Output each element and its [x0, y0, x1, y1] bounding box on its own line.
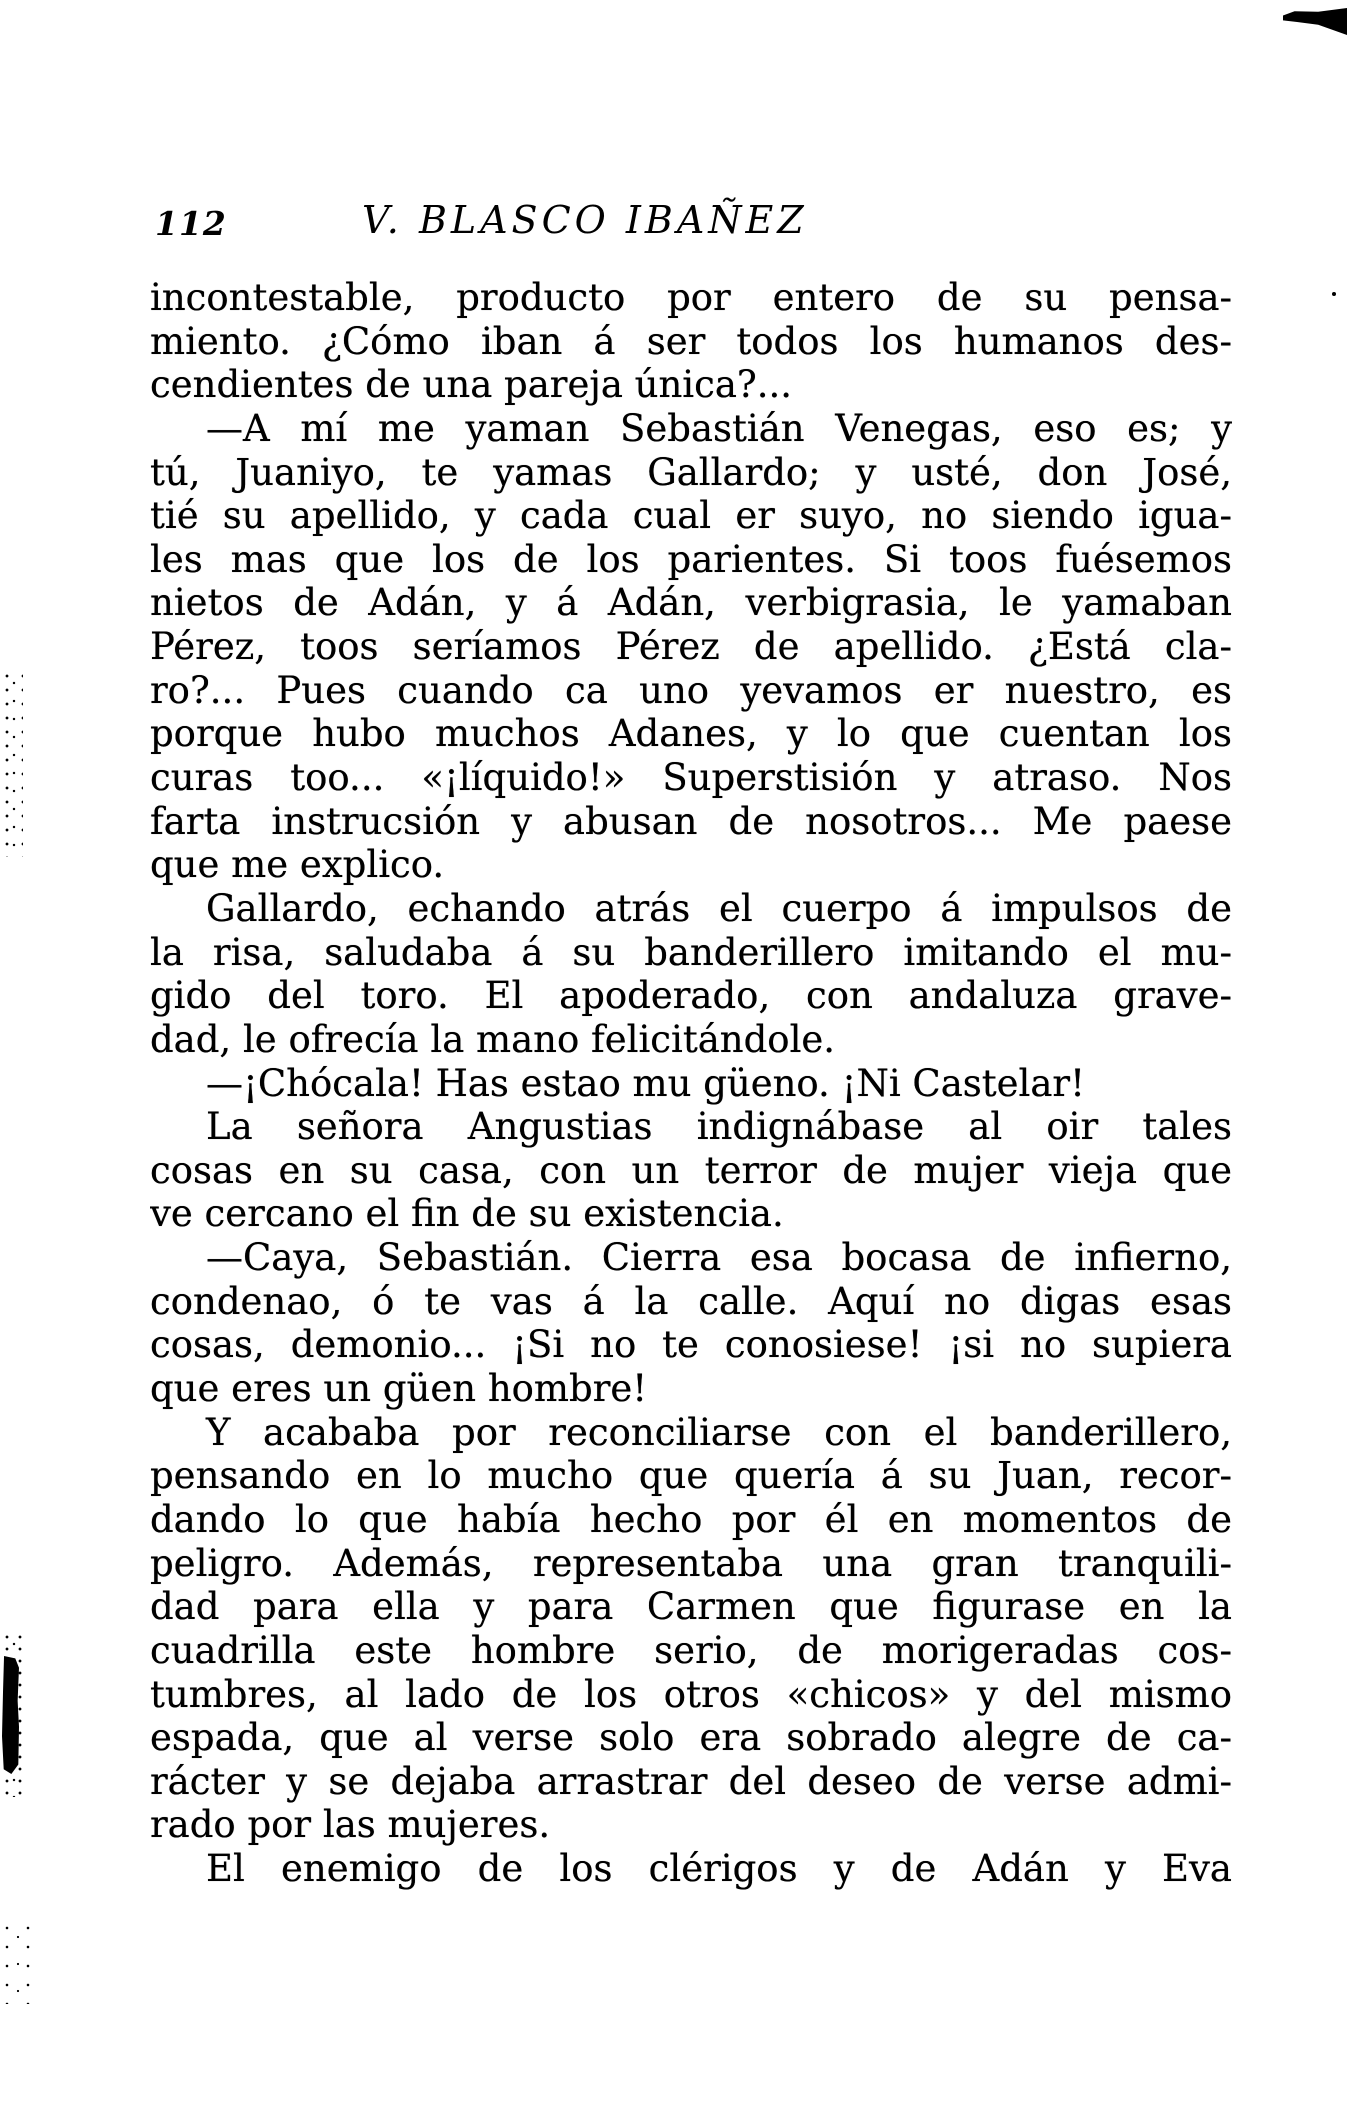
text-line: pensando en lo mucho que quería á su Juan, recor-	[150, 1454, 1232, 1498]
scan-artifact-speckle-strip	[4, 672, 23, 857]
text-line: El enemigo de los clérigos y de Adán y Eva	[206, 1847, 1232, 1891]
text-line: tié su apellido, y cada cual er suyo, no siendo igua-	[150, 494, 1232, 538]
text-line: —Caya, Sebastián. Cierra esa bocasa de infierno,	[206, 1236, 1232, 1280]
text-line: les mas que los de los parientes. Si toos fuésemos	[150, 537, 1232, 581]
text-line: dad, le ofrecía la mano felicitándole.	[150, 1017, 836, 1061]
text-line: rado por las mujeres.	[150, 1803, 551, 1847]
page-header	[150, 198, 1232, 248]
scan-artifact-corner	[1283, 8, 1347, 35]
text-line: ro?... Pues cuando ca uno yevamos er nuestro, es	[150, 668, 1232, 712]
text-line: cosas, demonio... ¡Si no te conosiese! ¡si no supiera	[150, 1323, 1232, 1367]
page-body	[150, 276, 1232, 1891]
text-line: farta instrucsión y abusan de nosotros... Me paese	[150, 799, 1232, 843]
text-line: curas too... «¡líquido!» Superstisión y atraso. Nos	[150, 756, 1232, 800]
scan-artifact-ink-blob	[2, 1656, 19, 1774]
text-line: gido del toro. El apoderado, con andaluza grave-	[150, 974, 1232, 1018]
text-line: cuadrilla este hombre serio, de morigeradas cos-	[150, 1628, 1232, 1672]
text-line: Pérez, toos seríamos Pérez de apellido. ¿Está cla-	[150, 625, 1232, 669]
text-line: incontestable, producto por entero de su pensa-	[150, 276, 1232, 319]
text-line: tumbres, al lado de los otros «chicos» y del mismo	[150, 1672, 1232, 1716]
text-line: la risa, saludaba á su banderillero imitando el mu-	[150, 930, 1232, 974]
text-line: —¡Chócala! Has estao mu güeno. ¡Ni Castelar!	[206, 1061, 1085, 1105]
text-line: dad para ella y para Carmen que figurase en la	[150, 1585, 1232, 1629]
page-number: 112	[155, 204, 227, 243]
text-line: condenao, ó te vas á la calle. Aquí no digas esas	[150, 1279, 1232, 1323]
text-line: Gallardo, echando atrás el cuerpo á impulsos de	[206, 886, 1232, 930]
text-line: ve cercano el fin de su existencia.	[150, 1192, 784, 1236]
text-line: porque hubo muchos Adanes, y lo que cuentan los	[150, 712, 1232, 756]
text-line: rácter y se dejaba arrastrar del deseo de verse admi-	[150, 1759, 1232, 1803]
text-line: espada, que al verse solo era sobrado alegre de ca-	[150, 1716, 1232, 1760]
text-line: dando lo que había hecho por él en momentos de	[150, 1497, 1232, 1541]
running-title: V. BLASCO IBAÑEZ	[362, 198, 808, 242]
text-line: La señora Angustias indignábase al oir tales	[206, 1105, 1232, 1149]
text-line: Y acababa por reconciliarse con el banderillero,	[206, 1410, 1232, 1454]
text-line: cosas en su casa, con un terror de mujer vieja que	[150, 1148, 1232, 1192]
text-line: que me explico.	[150, 843, 445, 887]
text-line: miento. ¿Cómo iban á ser todos los humanos des-	[150, 319, 1232, 363]
text-line: tú, Juaniyo, te yamas Gallardo; y usté, don José,	[150, 450, 1232, 494]
scan-artifact-dot	[1332, 292, 1336, 296]
text-line: cendientes de una pareja única?...	[150, 363, 793, 407]
text-line: —A mí me yaman Sebastián Venegas, eso es; y	[206, 406, 1232, 450]
scan-artifact-speckles-bottom	[2, 1922, 30, 2004]
text-line: nietos de Adán, y á Adán, verbigrasia, le yamaban	[150, 581, 1232, 625]
text-line: que eres un güen hombre!	[150, 1367, 648, 1411]
text-line: peligro. Además, representaba una gran tranquili-	[150, 1541, 1232, 1585]
